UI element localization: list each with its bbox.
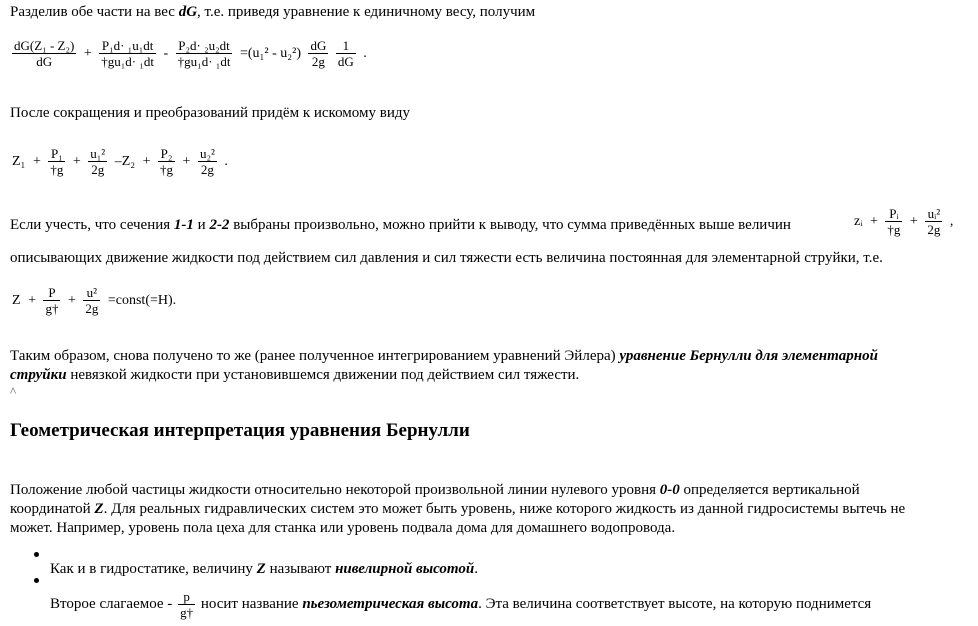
paragraph-conclusion: Таким образом, снова получено то же (ранее полученное интегрированием уравнений Эйлера) уравнение Бернулли для элементарной струйки невязкой жидкости при установившемся движении под действием сил тяжести. bbox=[10, 348, 878, 383]
equation-3: zᵢ + $\frac{\text{Pᵢ}}{\dagger g}$ + $\frac{\text{uᵢ²}}{2g}$ , bbox=[854, 206, 954, 237]
equation-1: $\frac{\text{dG(Z₁ - Z₂)}}{dG}$ + $\frac{\text{P₁d· ₁u₁dt}}{\text{†gu₁d· ₁dt}}$ - $\frac{\text{P₂d· ₂u₂dt}}{\text{†gu₁d· ₁dt}}$ =(u₁² - u₂²) $\frac{dG}{2g}$ $\frac{1}{dG}$ . bbox=[14, 38, 367, 69]
section-1-1: 1-1 bbox=[173, 217, 194, 233]
text: , т.е. приведя уравнение к единичному весу, получим bbox=[197, 4, 536, 20]
fraction: $\frac{\text{P₁d· ₁u₁dt}}{\text{†gu₁d· ₁dt}}$ bbox=[101, 38, 154, 69]
fraction: $\frac{p}{g\dagger}$ bbox=[180, 589, 194, 620]
fraction: $\frac{\text{uᵢ²}}{2g}$ bbox=[927, 206, 941, 237]
list-item: Как и в гидростатике, величину Z называют нивелирной высотой. bbox=[50, 561, 478, 577]
paragraph-sections-line2: описывающих движение жидкости под действием сил давления и сил тяжести есть величина постоянная для элементарной струйки, т.е. bbox=[10, 250, 883, 266]
fraction: $\frac{\text{Pᵢ}}{\dagger g}$ bbox=[887, 206, 901, 237]
back-to-top-link[interactable]: ^ bbox=[10, 384, 17, 399]
fraction: $\frac{P}{g\dagger}$ bbox=[45, 285, 59, 316]
fraction: $\frac{\text{u²}}{2g}$ bbox=[85, 285, 99, 316]
bernoulli-term: уравнение Бернулли для элементарной bbox=[619, 348, 878, 364]
fraction: $\frac{\text{dG(Z₁ - Z₂)}}{dG}$ bbox=[14, 38, 75, 69]
variable-dG: dG bbox=[178, 4, 198, 20]
paragraph-intro bbox=[10, 3, 968, 22]
list-item: Второе слагаемое - $\frac{p}{g\dagger}$ носит название пьезометрическая высота. Эта величина соответствует высоте, на которую поднимется bbox=[50, 589, 872, 620]
text: Разделив обе части на вес bbox=[10, 4, 179, 20]
equation-2: Z₁ + $\frac{\text{P₁}}{\dagger g}$ + $\frac{\text{u₁²}}{2g}$ –Z₂ + $\frac{\text{P₂}}{\dagger g}$ + $\frac{\text{u₂²}}{2g}$ . bbox=[12, 146, 228, 177]
fraction: $\frac{\text{P₁}}{\dagger g}$ bbox=[50, 146, 64, 177]
paragraph-transform: После сокращения и преобразований придём к искомому виду bbox=[10, 105, 410, 121]
fraction: $\frac{dG}{2g}$ bbox=[310, 38, 327, 69]
section-2-2: 2-2 bbox=[209, 217, 230, 233]
fraction: $\frac{\text{u₂²}}{2g}$ bbox=[199, 146, 215, 177]
fraction: $\frac{1}{dG}$ bbox=[337, 38, 354, 69]
level-0-0: 0-0 bbox=[659, 482, 680, 498]
fraction: $\frac{\text{P₂}}{\dagger g}$ bbox=[160, 146, 174, 177]
section-heading: Геометрическая интерпретация уравнения Бернулли bbox=[10, 420, 470, 441]
fraction: $\frac{\text{u₁²}}{2g}$ bbox=[90, 146, 106, 177]
paragraph-sections: Если учесть, что сечения 1-1 и 2-2 выбраны произвольно, можно прийти к выводу, что сумма приведённых выше величин bbox=[10, 217, 791, 233]
list-bullet bbox=[34, 578, 39, 583]
fraction: $\frac{\text{P₂d· ₂u₂dt}}{\text{†gu₁d· ₁dt}}$ bbox=[177, 38, 231, 69]
coordinate-Z: Z bbox=[94, 501, 104, 517]
paragraph-position: Положение любой частицы жидкости относительно некоторой произвольной линии нулевого уровня 0-0 определяется вертикальной координатой Z. Для реальных гидравлических систем это может быть уровень, ниже которого жидкость из данной гидросистемы вытечь не может. Например, уровень пола цеха для станка или уровень подвала дома для домашнего водопровода. bbox=[10, 482, 906, 536]
list-bullet bbox=[34, 552, 39, 557]
piezometric-height-term: пьезометрическая высота bbox=[302, 596, 479, 612]
equation-4: Z + $\frac{P}{g\dagger}$ + $\frac{\text{u²}}{2g}$ =const(=H). bbox=[12, 285, 177, 316]
leveling-height-term: нивелирной высотой bbox=[335, 561, 475, 577]
